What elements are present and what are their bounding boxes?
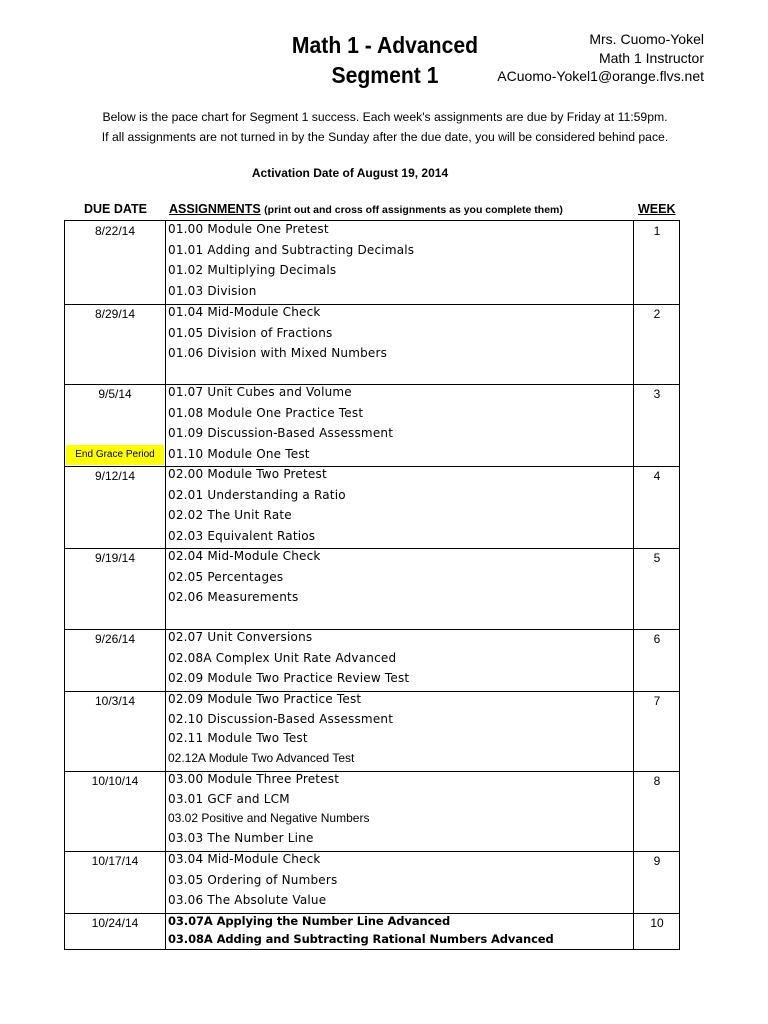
assignment-item: 03.08A Adding and Subtracting Rational Numbers Advanced [168,932,554,946]
week-cell: 9 [653,854,661,868]
due-date-cell: 9/12/14 [94,469,136,483]
due-date-cell: 10/17/14 [91,854,139,868]
header-due-date: DUE DATE [84,202,147,216]
week-cell: 7 [653,694,661,708]
assignment-item: 01.04 Mid-Module Check [168,305,321,319]
assignment-item: 02.07 Unit Conversions [168,630,313,644]
due-date-cell: 9/5/14 [98,387,132,401]
assignment-item: 03.02 Positive and Negative Numbers [168,811,370,825]
assignment-item: 03.04 Mid-Module Check [168,852,321,866]
assignment-item: 02.09 Module Two Practice Review Test [168,671,410,685]
title-line-1: Math 1 - Advanced [291,32,479,58]
assignment-item: 02.10 Discussion-Based Assessment [168,711,394,726]
assignment-item: 02.00 Module Two Pretest [168,467,327,481]
assignment-item: 01.01 Adding and Subtracting Decimals [168,242,415,257]
activation-date: Activation Date of August 19, 2014 [251,166,449,180]
assignment-item: 02.11 Module Two Test [168,731,308,745]
row-divider [65,304,679,305]
header-assignments-label: ASSIGNMENTS [169,202,261,216]
assignment-item: 01.05 Division of Fractions [168,325,333,340]
week-cell: 6 [653,632,661,646]
header-assignments [169,202,563,216]
week-cell: 4 [653,469,661,483]
instructor-name: Mrs. Cuomo-Yokel [589,31,704,47]
week-cell: 2 [653,307,661,321]
week-cell: 8 [653,774,661,788]
assignment-item: 02.06 Measurements [168,590,299,605]
header-week: WEEK [638,202,676,216]
intro-paragraph [40,107,730,147]
week-cell: 5 [653,551,661,565]
due-date-cell: 8/29/14 [94,307,136,321]
intro-line-2: If all assignments are not turned in by the Sunday after the due date, you will be considered behind pace. [101,130,669,144]
column-divider [165,221,166,949]
assignment-item: 02.08A Complex Unit Rate Advanced [168,650,397,665]
pace-chart-table [64,220,680,950]
due-date-cell: 9/19/14 [94,551,136,565]
assignment-item: 02.04 Mid-Module Check [168,549,321,563]
assignment-item: 03.01 GCF and LCM [168,791,290,806]
assignment-item: 01.08 Module One Practice Test [168,405,364,420]
due-date-cell: 10/24/14 [91,916,139,930]
assignment-item: 02.01 Understanding a Ratio [168,487,346,502]
assignment-item: 01.03 Division [168,284,257,299]
assignment-item: 01.09 Discussion-Based Assessment [168,426,394,440]
assignment-item: 01.07 Unit Cubes and Volume [168,385,352,399]
column-divider [633,221,634,949]
assignment-item: 01.02 Multiplying Decimals [168,263,337,278]
instructor-email: ACuomo-Yokel1@orange.flvs.net [497,68,704,84]
due-date-cell: 10/10/14 [91,774,139,788]
document-title [242,30,527,90]
week-cell: 3 [653,387,661,401]
row-divider [65,384,679,385]
intro-line-1: Below is the pace chart for Segment 1 success. Each week's assignments are due by Friday at 11:59pm. [102,110,668,124]
assignment-item: 02.02 The Unit Rate [168,508,292,523]
assignment-item: 02.12A Module Two Advanced Test [168,750,355,765]
assignment-item: 03.00 Module Three Pretest [168,772,340,786]
row-divider [65,771,679,772]
row-divider [65,851,679,852]
week-cell: 1 [653,224,661,238]
assignment-item: 01.06 Division with Mixed Numbers [168,346,388,361]
assignment-item: 02.05 Percentages [168,569,284,584]
row-divider [65,691,679,692]
assignment-item: 03.07A Applying the Number Line Advanced [168,914,451,928]
assignment-item: 01.10 Module One Test [168,446,310,461]
due-date-cell: 8/22/14 [94,224,136,238]
due-date-cell: 9/26/14 [94,632,136,646]
row-divider [65,548,679,549]
assignment-item: 01.00 Module One Pretest [168,222,329,236]
assignment-item: 03.06 The Absolute Value [168,893,327,907]
instructor-block [497,30,704,86]
header-assignments-note: (print out and cross off assignments as you complete them) [264,204,563,216]
row-divider [65,466,679,467]
instructor-role: Math 1 Instructor [598,49,704,66]
assignment-item: 03.05 Ordering of Numbers [168,872,338,887]
week-cell: 10 [650,916,664,930]
end-grace-period-label: End Grace Period [66,445,164,465]
assignment-item: 02.03 Equivalent Ratios [168,529,316,544]
row-divider [65,629,679,630]
due-date-cell: 10/3/14 [94,694,136,708]
assignment-item: 02.09 Module Two Practice Test [168,692,362,706]
assignment-item: 03.03 The Number Line [168,830,314,845]
title-line-2: Segment 1 [331,62,439,88]
